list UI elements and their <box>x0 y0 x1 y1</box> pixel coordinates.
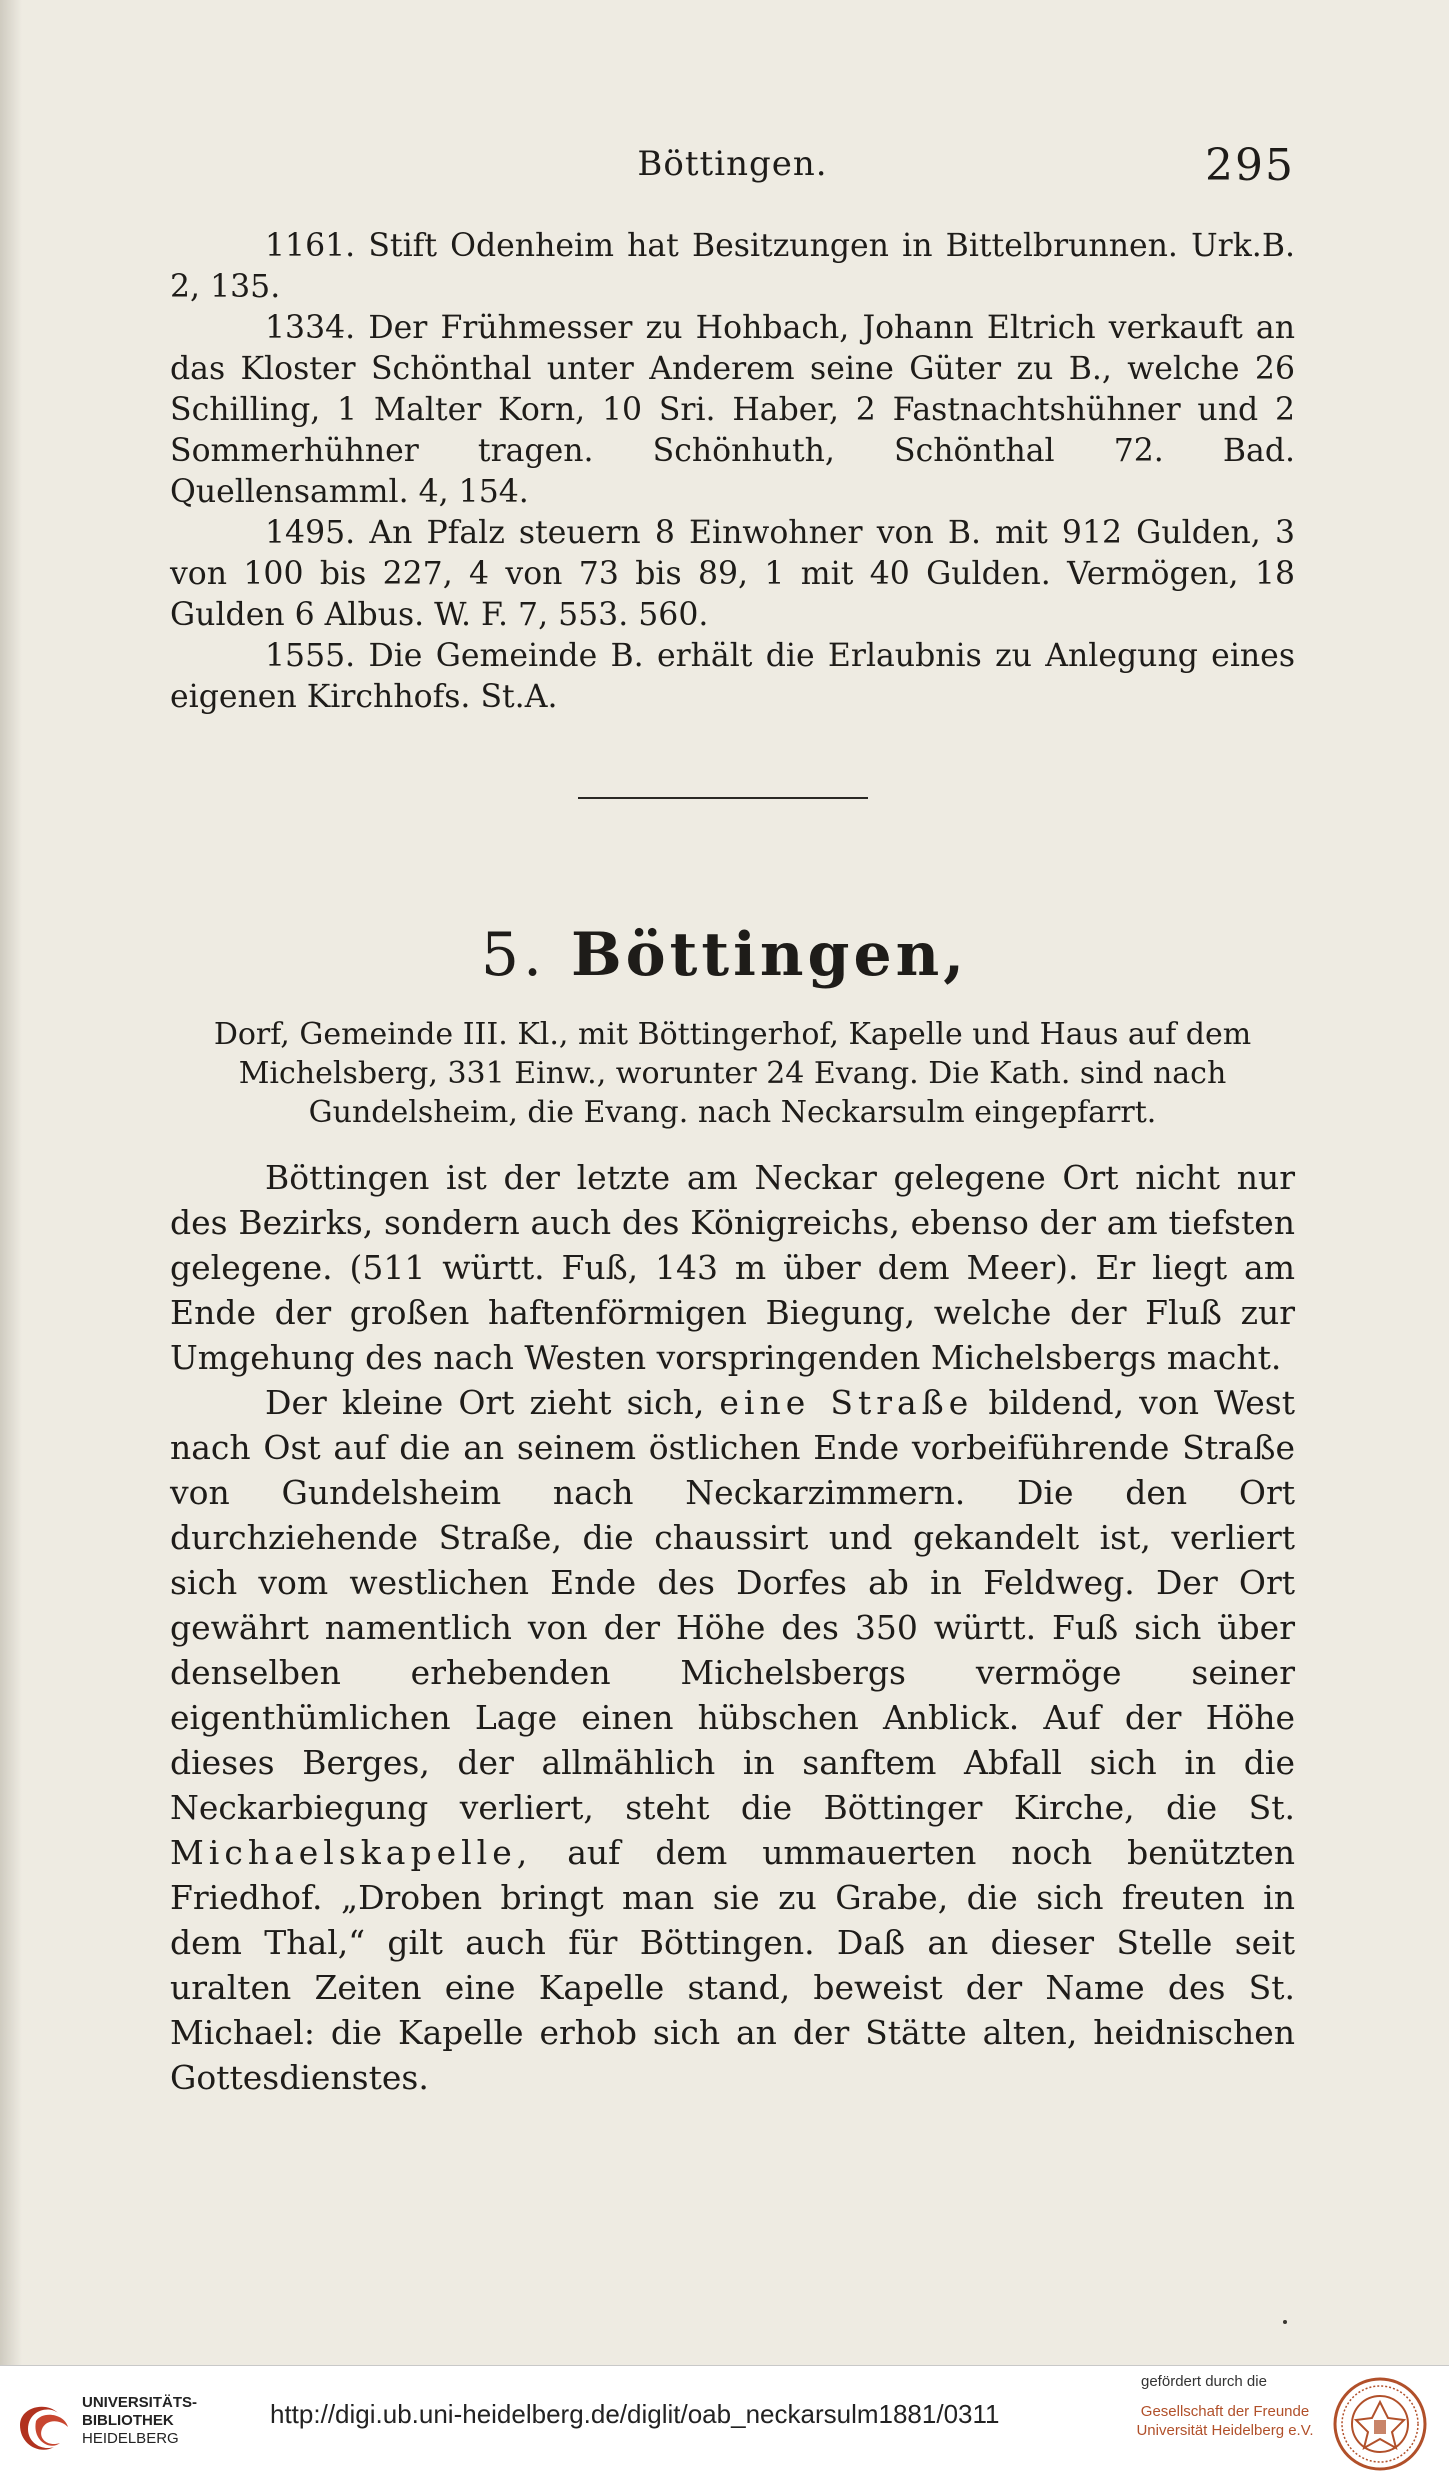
chronicle-entries <box>170 226 1295 718</box>
paragraph-2-part-a: Der kleine Ort zieht sich, <box>265 1383 705 1422</box>
sponsor-intro: gefördert durch die <box>1141 2373 1267 2390</box>
emphasis-eine-strasse: eine Straße <box>719 1383 974 1422</box>
library-name-line-2: BIBLIOTHEK <box>82 2412 174 2429</box>
running-head <box>170 140 1295 200</box>
entry-1161: 1161. Stift Odenheim hat Besitzungen in Bittelbrunnen. Urk.B. 2, 135. <box>170 228 1295 305</box>
sponsor-block <box>1135 2373 1315 2440</box>
library-logo-icon[interactable] <box>14 2395 74 2457</box>
page-number: 295 <box>1205 140 1295 191</box>
section-title: Böttingen, <box>570 920 969 990</box>
body-text <box>170 1155 1295 2100</box>
library-name <box>82 2394 197 2448</box>
paragraph-2-part-b: bildend, von West nach Ost auf die an seinem östlichen Ende vorbeiführende Straße von Gundelsheim nach Neckarzimmern. Die den Ort durchziehende Straße, die chaussirt und gekandelt ist, verliert sich vom westlichen Ende des Dorfes ab in Feldweg. Der Ort gewährt namentlich von der Höhe des 350 württ. Fuß sich über denselben erhebenden Michelsbergs vermöge seiner eigenthümlichen Lage einen hübschen Anblick. Auf der Höhe dieses Berges, der allmählich in sanftem Abfall sich in die Neckarbiegung verliert, steht die Böttinger Kirche, die St. <box>170 1383 1295 1827</box>
sponsor-org-line-2: Universität Heidelberg e.V. <box>1136 2422 1314 2439</box>
library-name-line-3: HEIDELBERG <box>82 2430 179 2447</box>
section-number: 5. <box>480 920 547 990</box>
paragraph-2 <box>170 1380 1295 2100</box>
running-title: Böttingen. <box>637 144 828 184</box>
entry-1555: 1555. Die Gemeinde B. erhält die Erlaubnis zu Anlegung eines eigenen Kirchhofs. St.A. <box>170 638 1295 715</box>
sponsor-org-line-1: Gesellschaft der Freunde <box>1140 2403 1310 2420</box>
emphasis-michaelskapelle: Michaelskapelle, <box>170 1833 533 1872</box>
library-name-line-1: UNIVERSITÄTS- <box>82 2394 198 2411</box>
section-divider <box>578 797 868 799</box>
section-heading <box>0 920 1449 990</box>
paragraph-2-part-c: auf dem ummauerten noch benützten Friedhof. „Droben bringt man sie zu Grabe, die sich freuten in dem Thal,“ gilt auch für Böttingen. Daß an dieser Stelle seit uralten Zeiten eine Kapelle stand, beweist der Name des St. Michael: die Kapelle erhob sich an der Stätte alten, heidnischen Gottesdienstes. <box>170 1833 1295 2097</box>
section-summary: Dorf, Gemeinde III. Kl., mit Böttingerhof, Kapelle und Haus auf dem Michelsberg, 331 Einw., worunter 24 Evang. Die Kath. sind nach Gundelsheim, die Evang. nach Neckarsulm eingepfarrt. <box>213 1017 1252 1130</box>
entry-1495: 1495. An Pfalz steuern 8 Einwohner von B. mit 912 Gulden, 3 von 100 bis 227, 4 von 73 bis 89, 1 mit 40 Gulden. Vermögen, 18 Gulden 6 Albus. W. F. 7, 553. 560. <box>170 515 1295 633</box>
page-edge-shadow <box>0 0 22 2365</box>
university-seal-icon[interactable] <box>1332 2376 1428 2472</box>
print-speck <box>1283 2320 1287 2324</box>
paragraph-1: Böttingen ist der letzte am Neckar gelegene Ort nicht nur des Bezirks, sondern auch des Königreichs, ebenso der am tiefsten gelegene. (511 württ. Fuß, 143 m über dem Meer). Er liegt am Ende der großen haftenförmigen Biegung, welche der Fluß zur Umgehung des nach Westen vorspringenden Michelsbergs macht. <box>170 1158 1295 1377</box>
permalink-url[interactable]: http://digi.ub.uni-heidelberg.de/diglit/oab_neckarsulm1881/0311 <box>270 2399 1000 2429</box>
entry-1334: 1334. Der Frühmesser zu Hohbach, Johann Eltrich verkauft an das Kloster Schönthal unter Anderem seine Güter zu B., welche 26 Schilling, 1 Malter Korn, 10 Sri. Haber, 2 Fastnachtshühner und 2 Sommerhühner tragen. Schönhuth, Schönthal 72. Bad. Quellensamml. 4, 154. <box>170 310 1295 510</box>
